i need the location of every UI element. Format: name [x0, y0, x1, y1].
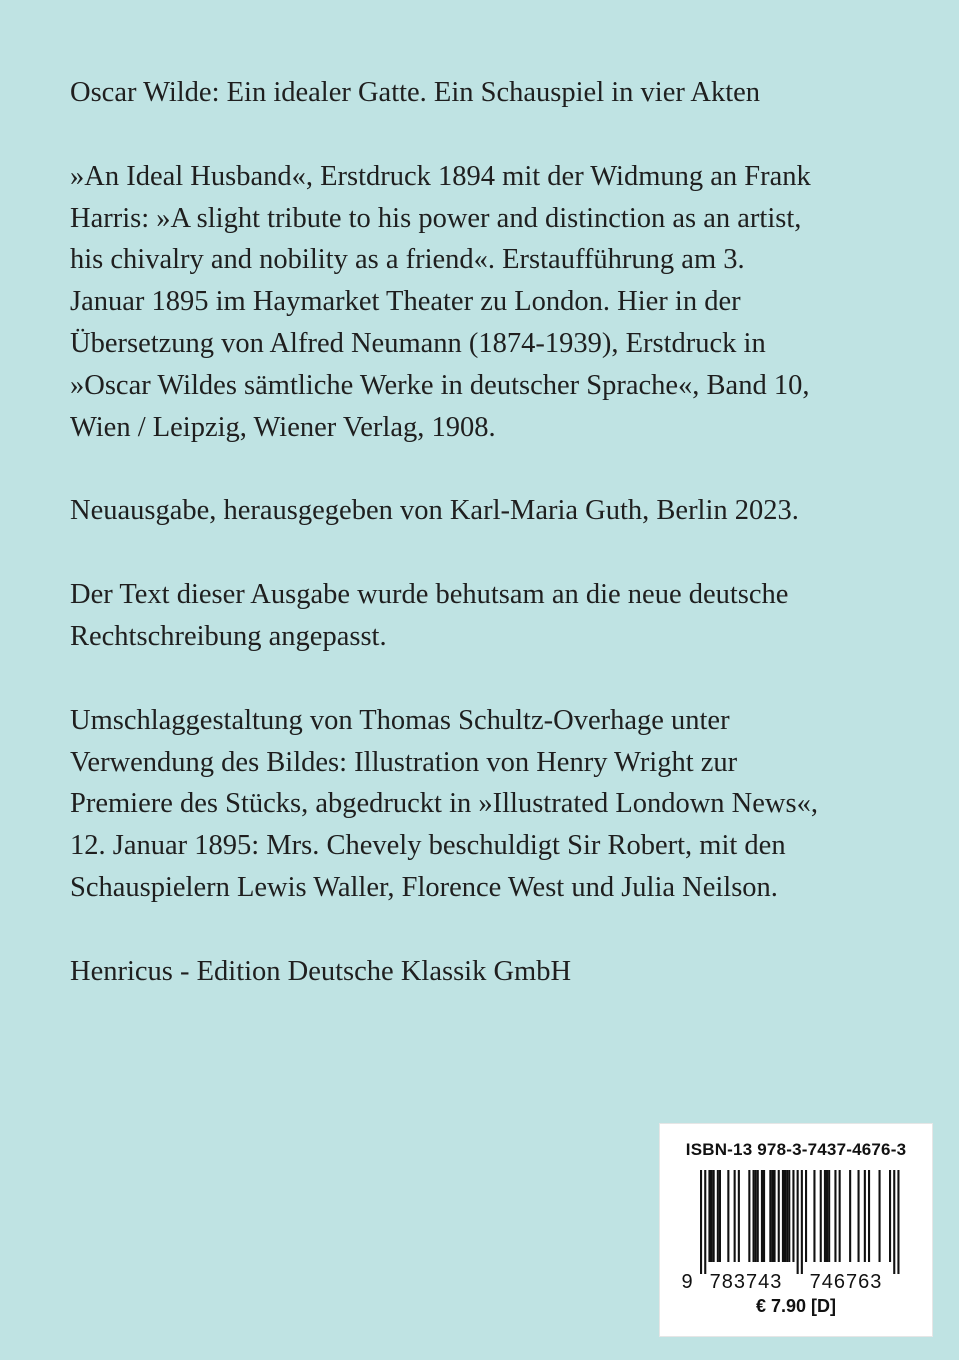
edition-info-line: »An Ideal Husband«, Erstdruck 1894 mit der Widmung an Frank — [70, 160, 811, 192]
barcode-bar — [849, 1170, 851, 1262]
barcode-bar — [708, 1170, 710, 1262]
edition-info-line: his chivalry and nobility as a friend«. Erstaufführung am 3. — [70, 244, 745, 276]
barcode-bar — [834, 1170, 836, 1262]
barcode-bar — [828, 1170, 830, 1262]
imprint-text — [70, 72, 920, 1035]
edition-info-paragraph — [70, 156, 920, 449]
barcode-bar — [761, 1170, 763, 1262]
barcode-bar — [757, 1170, 759, 1262]
barcode-label — [659, 1123, 933, 1337]
barcode-bar — [868, 1170, 870, 1262]
barcode-bar — [839, 1170, 841, 1262]
cover-credit-line: Umschlaggestaltung von Thomas Schultz-Overhage unter — [70, 704, 730, 736]
barcode-bar — [774, 1170, 776, 1262]
barcode-image — [660, 1164, 932, 1294]
barcode-bar — [717, 1170, 719, 1262]
barcode-bar — [788, 1170, 790, 1262]
barcode-bar — [826, 1170, 828, 1262]
barcode-bar — [778, 1170, 780, 1262]
orthography-note-line: Rechtschreibung angepasst. — [70, 620, 387, 652]
publisher-line: Henricus - Edition Deutsche Klassik GmbH — [70, 955, 572, 987]
barcode-bar — [858, 1170, 860, 1262]
cover-credit-line: Premiere des Stücks, abgedruckt in »Illustrated Londown News«, — [70, 788, 818, 820]
cover-credit-line: 12. Januar 1895: Mrs. Chevely beschuldigt Sir Robert, mit den — [70, 830, 786, 862]
barcode-bar — [771, 1170, 773, 1262]
cover-credit-paragraph — [70, 700, 920, 909]
barcode-bar — [879, 1170, 881, 1262]
orthography-note-line: Der Text dieser Ausgabe wurde behutsam an die neue deutsche — [70, 579, 789, 611]
barcode-bar — [769, 1170, 771, 1262]
edition-info-line: Harris: »A slight tribute to his power and distinction as an artist, — [70, 202, 802, 234]
barcode-bar — [738, 1170, 740, 1262]
barcode-bar — [897, 1170, 899, 1274]
barcode-bar — [719, 1170, 721, 1262]
barcode-bar — [782, 1170, 784, 1262]
barcode-bar — [704, 1170, 706, 1274]
cover-credit-line: Verwendung des Bildes: Illustration von Henry Wright zur — [70, 746, 738, 778]
isbn-text: ISBN-13 978-3-7437-4676-3 — [685, 1140, 907, 1159]
barcode-bar — [753, 1170, 755, 1262]
barcode-bar — [748, 1170, 750, 1262]
barcode-bar — [792, 1170, 794, 1262]
barcode-bar — [893, 1170, 895, 1274]
barcode-bar — [713, 1170, 715, 1262]
barcode-bar — [889, 1170, 891, 1262]
barcode-bar — [797, 1170, 799, 1274]
cover-credit-line: Schauspielern Lewis Waller, Florence West und Julia Neilson. — [70, 871, 778, 903]
barcode-bar — [784, 1170, 786, 1262]
barcode-bars — [700, 1170, 900, 1274]
barcode-bar — [864, 1170, 866, 1262]
barcode-bar — [727, 1170, 729, 1262]
barcode-bar — [755, 1170, 757, 1262]
title-paragraph — [70, 72, 920, 114]
barcode-bar — [763, 1170, 765, 1262]
orthography-note-paragraph — [70, 574, 920, 658]
title-line: Oscar Wilde: Ein idealer Gatte. Ein Schauspiel in vier Akten — [70, 77, 761, 108]
edition-info-line: »Oscar Wildes sämtliche Werke in deutscher Sprache«, Band 10, — [70, 369, 810, 401]
barcode-digits-left: 783743 — [709, 1271, 783, 1293]
edition-info-line: Wien / Leipzig, Wiener Verlag, 1908. — [70, 411, 496, 443]
edition-info-line: Übersetzung von Alfred Neumann (1874-1939), Erstdruck in — [70, 327, 766, 359]
barcode-bar — [824, 1170, 826, 1262]
new-edition-line: Neuausgabe, herausgegeben von Karl-Maria Guth, Berlin 2023. — [70, 495, 799, 527]
barcode-bar — [700, 1170, 702, 1274]
barcode-digits-right: 746763 — [809, 1271, 883, 1293]
barcode-bar — [820, 1170, 822, 1262]
barcode-digit-first: 9 — [681, 1271, 693, 1293]
price-label: € 7.90 [D] — [755, 1296, 837, 1316]
publisher-paragraph — [70, 951, 920, 993]
barcode-bar — [711, 1170, 713, 1262]
barcode-bar — [734, 1170, 736, 1262]
new-edition-paragraph — [70, 490, 920, 532]
barcode-bar — [801, 1170, 803, 1274]
barcode-bar — [786, 1170, 788, 1262]
edition-info-line: Januar 1895 im Haymarket Theater zu London. Hier in der — [70, 286, 741, 318]
barcode-bar — [813, 1170, 815, 1262]
barcode-bar — [805, 1170, 807, 1262]
